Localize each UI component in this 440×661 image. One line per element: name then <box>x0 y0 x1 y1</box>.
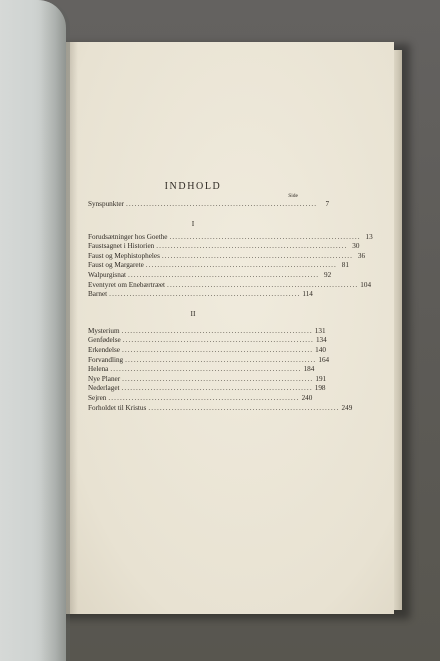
leader-dots: .................................................................. <box>167 280 359 289</box>
toc-entry <box>88 232 373 243</box>
toc-entry-title: Sejren <box>88 393 107 402</box>
toc-entry-title: Forvandling <box>88 355 124 364</box>
toc-entry <box>88 242 360 252</box>
toc-entry <box>88 365 315 375</box>
toc-entry-title: Faustsagnet i Historien <box>88 242 155 251</box>
leader-dots: .................................................................. <box>121 384 313 393</box>
table-of-contents <box>88 180 373 413</box>
toc-entry <box>88 280 372 291</box>
toc-entry-title: Erkendelse <box>88 345 120 354</box>
toc-entry-page: 36 <box>357 251 366 260</box>
section-2-entries <box>88 326 353 413</box>
toc-entry-page: 134 <box>315 336 327 345</box>
leader-dots: .................................................................. <box>122 374 314 383</box>
toc-entry <box>88 270 332 281</box>
leader-dots: .................................................................. <box>121 326 313 335</box>
toc-entry <box>88 290 313 300</box>
toc-entry-page: 131 <box>314 326 326 335</box>
toc-entry-page: 249 <box>341 403 353 412</box>
leader-dots: .................................................................. <box>108 393 300 402</box>
toc-entry <box>88 374 327 385</box>
leader-dots: .................................................................. <box>128 270 320 279</box>
toc-entry-page: 184 <box>303 365 315 374</box>
toc-entry <box>88 345 326 356</box>
leader-dots: .................................................................. <box>122 336 314 345</box>
toc-entry-page: 198 <box>314 384 326 393</box>
toc-entry-title: Synspunkter <box>88 200 124 208</box>
toc-entry-title: Eventyret om Enebærtræet <box>88 280 166 289</box>
toc-entry <box>88 326 326 337</box>
toc-entry-page: 114 <box>302 290 313 299</box>
toc-entry-page: 81 <box>341 261 349 270</box>
leader-dots: .................................................................. <box>125 200 318 208</box>
toc-entry-title: Faust og Mephistopheles <box>88 251 160 260</box>
toc-entry-title: Helena <box>88 365 109 374</box>
leader-dots: .................................................................. <box>125 355 317 364</box>
toc-entry-title: Mysterium <box>88 326 120 335</box>
toc-entry-title: Barnet <box>88 290 108 299</box>
leader-dots: .................................................................. <box>156 242 348 251</box>
leader-dots: .................................................................. <box>109 290 301 299</box>
section-numeral-1: I <box>191 218 195 228</box>
section-numeral-2: II <box>190 308 196 318</box>
leader-dots: .................................................................. <box>161 251 354 260</box>
leader-dots: .................................................................. <box>169 232 361 241</box>
toc-entry-page: 104 <box>360 280 372 289</box>
toc-title: INDHOLD <box>164 181 222 192</box>
toc-entry-page: 191 <box>315 374 327 383</box>
side-column-label: Side <box>288 193 298 199</box>
toc-entry-title: Nederlaget <box>88 384 120 393</box>
toc-entry-page: 164 <box>318 355 330 364</box>
toc-entry-intro <box>88 200 330 210</box>
leader-dots: .................................................................. <box>145 261 337 270</box>
toc-entry-page: 30 <box>352 242 360 251</box>
toc-entry-title: Genfødelse <box>88 336 121 345</box>
toc-entry <box>88 261 349 271</box>
toc-entry-title: Forholdet til Kristus <box>88 403 147 412</box>
left-page-shade <box>40 0 70 661</box>
toc-entry-page: 140 <box>315 345 326 354</box>
toc-entry-title: Nye Planer <box>88 374 121 383</box>
toc-entry <box>88 336 327 346</box>
leader-dots: .................................................................. <box>148 403 340 412</box>
toc-entry-page: 92 <box>324 270 332 279</box>
leader-dots: .................................................................. <box>121 345 314 354</box>
toc-entry-page: 240 <box>301 393 313 402</box>
leader-dots: .................................................................. <box>110 365 302 374</box>
toc-entry <box>88 393 313 404</box>
toc-entry <box>88 251 366 262</box>
toc-entry <box>88 384 326 394</box>
section-1-entries <box>88 232 373 300</box>
toc-entry-title: Forudsætninger hos Goethe <box>88 232 168 241</box>
toc-entry <box>88 355 330 366</box>
toc-entry-page: 7 <box>325 200 330 208</box>
toc-entry <box>88 403 353 414</box>
toc-entry-page: 13 <box>365 232 373 241</box>
toc-entry-title: Walpurgisnat <box>88 270 127 279</box>
toc-entry-title: Faust og Margarete <box>88 261 144 270</box>
